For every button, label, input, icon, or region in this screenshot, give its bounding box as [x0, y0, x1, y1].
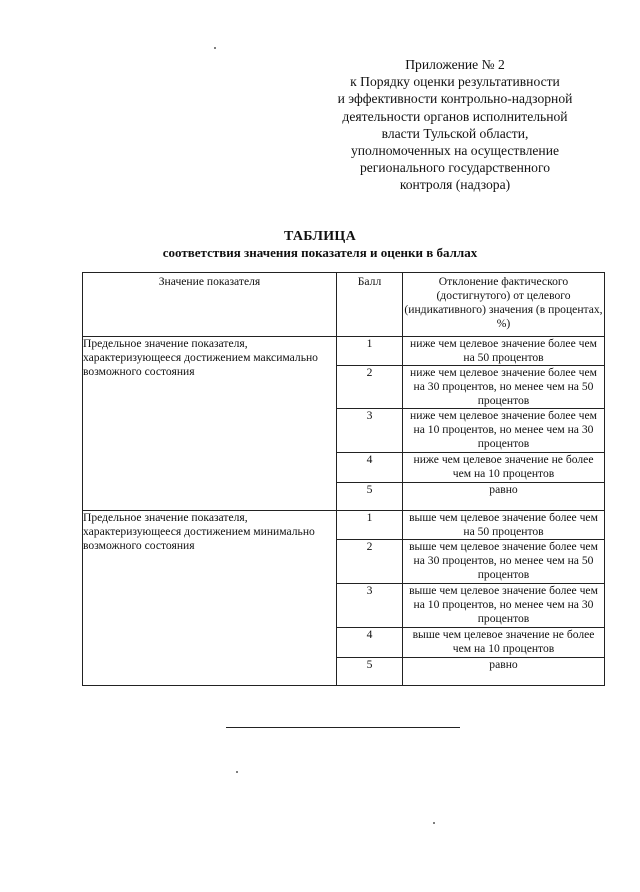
score-cell: 1 [337, 337, 403, 366]
header-indicator: Значение показателя [83, 273, 337, 337]
score-cell: 2 [337, 366, 403, 409]
score-cell: 1 [337, 511, 403, 540]
deviation-cell: ниже чем целевое значение более чем на 30 процентов, но менее чем на 50 процентов [403, 366, 605, 409]
deviation-cell: выше чем целевое значение более чем на 50 процентов [403, 511, 605, 540]
deviation-cell: равно [403, 658, 605, 686]
header-line: власти Тульской области, [381, 125, 529, 141]
header-line: Приложение № 2 [405, 57, 505, 72]
score-cell: 5 [337, 658, 403, 686]
scan-speck [236, 771, 238, 773]
deviation-cell: ниже чем целевое значение более чем на 10 процентов, но менее чем на 30 процентов [403, 409, 605, 453]
indicator-cell: Предельное значение показателя, характеризующееся достижением максимально возможного состояния [83, 337, 337, 511]
deviation-cell: ниже чем целевое значение не более чем на 10 процентов [403, 453, 605, 483]
document-subtitle: соответствия значения показателя и оценки в баллах [162, 245, 478, 260]
document-title: ТАБЛИЦА [283, 229, 357, 244]
score-cell: 4 [337, 628, 403, 658]
score-cell: 5 [337, 483, 403, 511]
table-header-row [83, 273, 605, 337]
deviation-cell: выше чем целевое значение не более чем на 10 процентов [403, 628, 605, 658]
deviation-cell: выше чем целевое значение более чем на 10 процентов, но менее чем на 30 процентов [403, 584, 605, 628]
indicator-cell: Предельное значение показателя, характеризующееся достижением минимально возможного состояния [83, 511, 337, 686]
scan-speck [433, 822, 435, 824]
header-line: регионального государственного [359, 160, 551, 176]
table-row [83, 337, 605, 366]
header-line: деятельности органов исполнительной [342, 108, 568, 124]
score-cell: 2 [337, 540, 403, 584]
header-line: к Порядку оценки результативности [350, 74, 560, 90]
header-line: уполномоченных на осуществление [350, 143, 560, 159]
table-row [83, 511, 605, 540]
deviation-cell: ниже чем целевое значение более чем на 50 процентов [403, 337, 605, 366]
header-line: контроля (надзора) [399, 177, 511, 193]
score-cell: 4 [337, 453, 403, 483]
header-line: и эффективности контрольно-надзорной [337, 91, 573, 107]
header-deviation: Отклонение фактического (достигнутого) от целевого (индикативного) значения (в процентах, %) [403, 273, 605, 337]
scan-speck [214, 47, 216, 49]
header-score: Балл [337, 273, 403, 337]
appendix-header [300, 56, 610, 194]
score-cell: 3 [337, 584, 403, 628]
deviation-cell: равно [403, 483, 605, 511]
closing-rule [226, 727, 460, 728]
score-table [82, 272, 605, 686]
deviation-cell: выше чем целевое значение более чем на 30 процентов, но менее чем на 50 процентов [403, 540, 605, 584]
score-cell: 3 [337, 409, 403, 453]
